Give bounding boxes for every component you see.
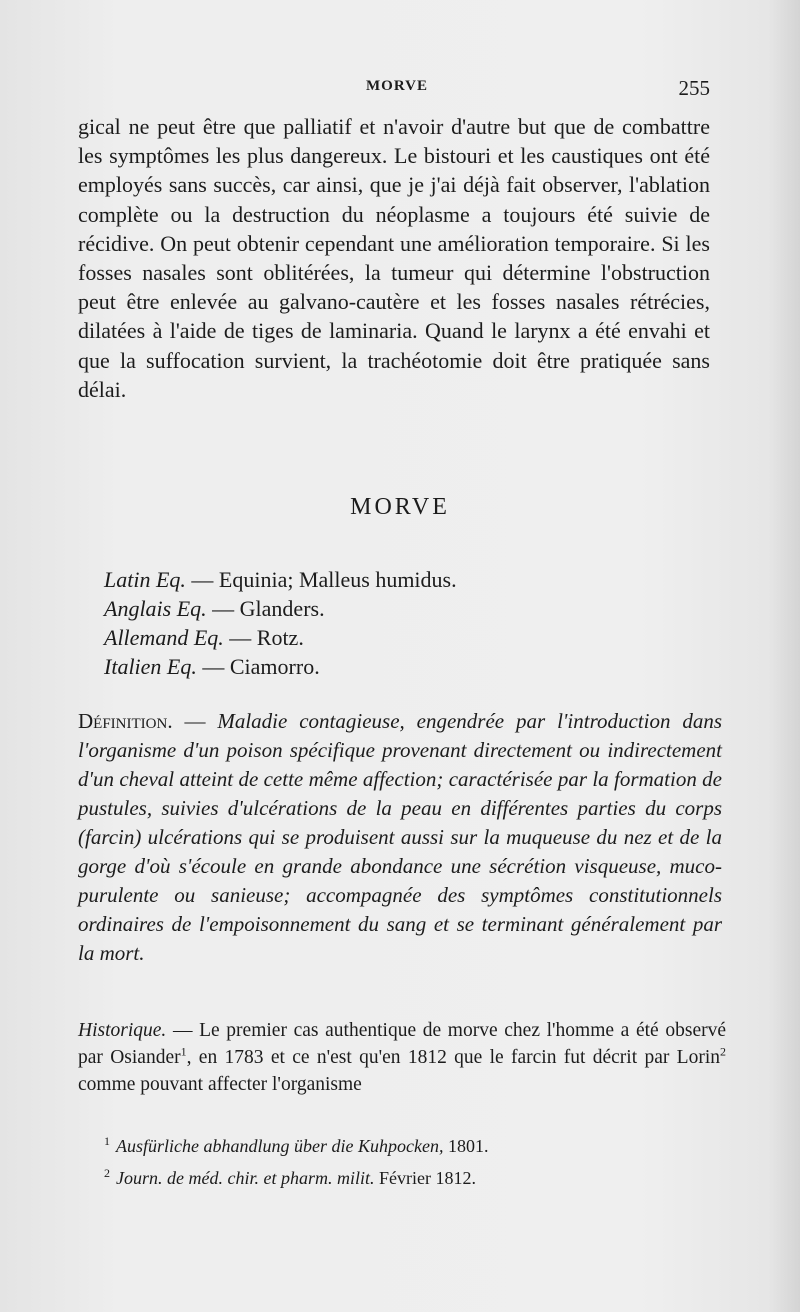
synonym-language: Latin Eq. bbox=[104, 567, 186, 592]
historique-label: Historique. bbox=[78, 1020, 167, 1041]
footnote-marker: 2 bbox=[104, 1166, 110, 1180]
synonym-latin bbox=[104, 565, 664, 594]
definition-text: Maladie contagieuse, engendrée par l'introduction dans l'organisme d'un poison spécifique provenant directement ou indirectement d'un cheval atteint de cette même affection; caractérisée par la formation de pustules, suivies d'ulcérations de la peau en différentes parties du corps (farcin) ulcérations qui se produisent aussi sur la muqueuse du nez et de la gorge d'où s'écoule en grande abondance une sécrétion visqueuse, muco-purulente ou sanieuse; accompagnée des symptômes constitutionnels ordinaires de l'empoisonnement du sang et se terminant généralement par la mort. bbox=[78, 709, 723, 965]
intro-paragraph: gical ne peut être que palliatif et n'avoir d'autre but que de combattre les symptômes les plus dangereux. Le bistouri et les caustiques ont été employés sans succès, car ainsi, que je j'ai déjà fait observer, l'ablation complète ou la destruction du néoplasme a toujours été suivie de récidive. On peut obtenir cependant une amélioration temporaire. Si les fosses nasales sont oblitérées, la tumeur qui détermine l'obstruction peut être enlevée au galvano-cautère et les fosses nasales rétrécies, dilatées à l'aide de tiges de laminaria. Quand le larynx a été envahi et que la suffocation survient, la trachéotomie doit être pratiquée sans délai. bbox=[78, 114, 710, 402]
footnote-2 bbox=[104, 1160, 724, 1192]
footnote-reference: 2 bbox=[720, 1044, 726, 1059]
synonym-term: Ciamorro. bbox=[229, 654, 320, 679]
synonym-language: Allemand Eq. bbox=[104, 625, 224, 650]
page-number: 255 bbox=[678, 76, 710, 100]
definition-paragraph bbox=[78, 707, 722, 968]
synonyms-list bbox=[104, 565, 664, 681]
footnote-marker: 1 bbox=[104, 1134, 110, 1148]
footnote-detail: 1801. bbox=[443, 1136, 489, 1156]
synonym-term: Glanders. bbox=[239, 596, 325, 621]
footnote-detail: Février 1812. bbox=[374, 1168, 476, 1188]
footnote-title: Ausfürliche abhandlung über die Kuhpocken, bbox=[116, 1136, 444, 1156]
synonym-italian bbox=[104, 652, 664, 681]
synonym-separator: — bbox=[206, 596, 240, 621]
synonym-german bbox=[104, 623, 664, 652]
synonym-separator: — bbox=[196, 654, 230, 679]
synonym-separator: — bbox=[223, 625, 257, 650]
footnote-1 bbox=[104, 1128, 724, 1160]
footnote-reference: 1 bbox=[180, 1044, 187, 1059]
definition-separator: — bbox=[172, 709, 218, 733]
historique-separator: — bbox=[166, 1020, 200, 1041]
historique-paragraph bbox=[78, 1017, 726, 1098]
footnotes bbox=[104, 1128, 724, 1192]
section-title: MORVE bbox=[350, 494, 450, 520]
running-title: MORVE bbox=[366, 78, 428, 94]
historique-text: , en 1783 et ce n'est qu'en 1812 que le farcin fut décrit par Lorin bbox=[186, 1047, 720, 1068]
synonym-english bbox=[104, 594, 664, 623]
synonym-term: Equinia; Malleus humidus. bbox=[218, 567, 457, 592]
definition-label: Définition. bbox=[78, 709, 173, 733]
synonym-language: Italien Eq. bbox=[104, 654, 197, 679]
footnote-title: Journ. de méd. chir. et pharm. milit. bbox=[116, 1168, 375, 1188]
page-header bbox=[78, 76, 710, 102]
synonym-separator: — bbox=[185, 567, 219, 592]
synonym-term: Rotz. bbox=[256, 625, 304, 650]
synonym-language: Anglais Eq. bbox=[104, 596, 207, 621]
historique-text: comme pouvant affecter l'organisme bbox=[78, 1074, 362, 1095]
historique-text: Le premier cas authentique de morve chez l'homme a été observé par Osiander bbox=[78, 1020, 727, 1068]
